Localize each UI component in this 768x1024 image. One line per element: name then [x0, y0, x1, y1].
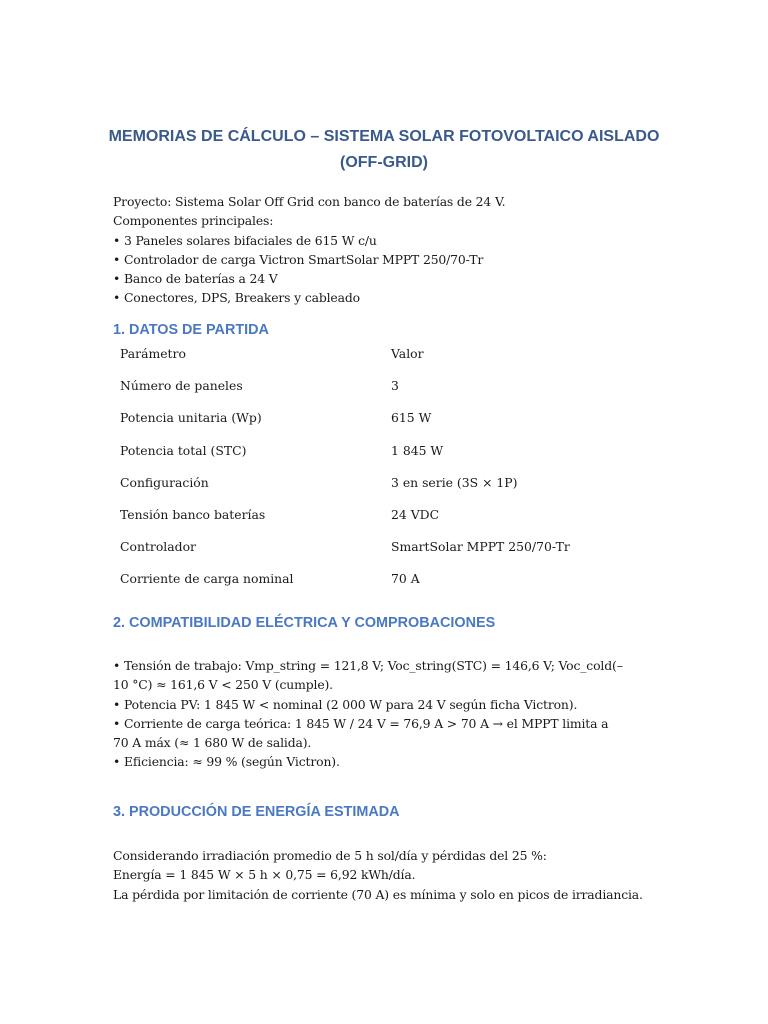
intro-line: • Controlador de carga Victron SmartSolar MPPT 250/70-Tr — [113, 251, 484, 267]
table-row — [120, 507, 640, 539]
table-cell-value: 24 VDC — [391, 506, 440, 522]
document-title — [100, 124, 668, 176]
table-cell-param: Configuración — [120, 474, 209, 490]
table-header-value: Valor — [391, 346, 424, 361]
compatibility-line: • Corriente de carga teórica: 1 845 W / 24 V = 76,9 A > 70 A → el MPPT limita a — [113, 715, 609, 731]
intro-line: • Banco de baterías a 24 V — [113, 271, 278, 287]
intro-line: • 3 Paneles solares bifaciales de 615 W c/u — [113, 232, 377, 248]
table-cell-value: 1 845 W — [391, 442, 444, 458]
table-cell-param: Tensión banco baterías — [120, 506, 266, 522]
production-paragraph — [113, 846, 673, 904]
table-row — [120, 539, 640, 571]
section-heading-produccion: 3. PRODUCCIÓN DE ENERGÍA ESTIMADA — [113, 804, 400, 820]
intro-line: • Conectores, DPS, Breakers y cableado — [113, 290, 360, 306]
table-row — [120, 410, 640, 442]
section-heading-compatibilidad: 2. COMPATIBILIDAD ELÉCTRICA Y COMPROBACIONES — [113, 615, 496, 631]
compatibility-line: 70 A máx (≈ 1 680 W de salida). — [113, 735, 312, 751]
title-line-2: (OFF-GRID) — [340, 154, 428, 171]
compatibility-line: 10 °C) ≈ 161,6 V < 250 V (cumple). — [113, 677, 333, 693]
table-cell-param: Potencia unitaria (Wp) — [120, 410, 262, 426]
production-line: La pérdida por limitación de corriente (70 A) es mínima y solo en picos de irradiancia. — [113, 886, 643, 902]
table-cell-value: 3 en serie (3S × 1P) — [391, 474, 518, 490]
table-cell-value: 3 — [391, 378, 399, 394]
table-cell-param: Corriente de carga nominal — [120, 571, 294, 587]
production-line: Energía = 1 845 W × 5 h × 0,75 = 6,92 kWh/día. — [113, 867, 416, 883]
table-cell-value: 70 A — [391, 571, 420, 587]
table-cell-param: Controlador — [120, 539, 196, 555]
intro-line: Componentes principales: — [113, 213, 274, 229]
table-cell-value: 615 W — [391, 410, 432, 426]
table-cell-value: SmartSolar MPPT 250/70-Tr — [391, 539, 570, 555]
compatibility-paragraph — [113, 656, 673, 772]
table-row — [120, 475, 640, 507]
table-row — [120, 571, 640, 603]
table-row — [120, 443, 640, 475]
compatibility-line: • Tensión de trabajo: Vmp_string = 121,8 V; Voc_string(STC) = 146,6 V; Voc_cold(– — [113, 658, 623, 673]
compatibility-line: • Eficiencia: ≈ 99 % (según Victron). — [113, 754, 340, 770]
intro-paragraph — [113, 192, 673, 308]
section-heading-datos: 1. DATOS DE PARTIDA — [113, 322, 269, 338]
table-row — [120, 378, 640, 410]
table-header-row — [120, 346, 640, 378]
table-cell-param: Potencia total (STC) — [120, 442, 247, 458]
table-cell-param: Número de paneles — [120, 378, 243, 394]
production-line: Considerando irradiación promedio de 5 h sol/día y pérdidas del 25 %: — [113, 848, 547, 863]
title-line-1: MEMORIAS DE CÁLCULO – SISTEMA SOLAR FOTOVOLTAICO AISLADO — [108, 128, 660, 145]
intro-line: Proyecto: Sistema Solar Off Grid con banco de baterías de 24 V. — [113, 194, 506, 209]
table-header-param: Parámetro — [120, 346, 186, 361]
compatibility-line: • Potencia PV: 1 845 W < nominal (2 000 W para 24 V según ficha Victron). — [113, 696, 578, 712]
data-table — [120, 346, 640, 604]
